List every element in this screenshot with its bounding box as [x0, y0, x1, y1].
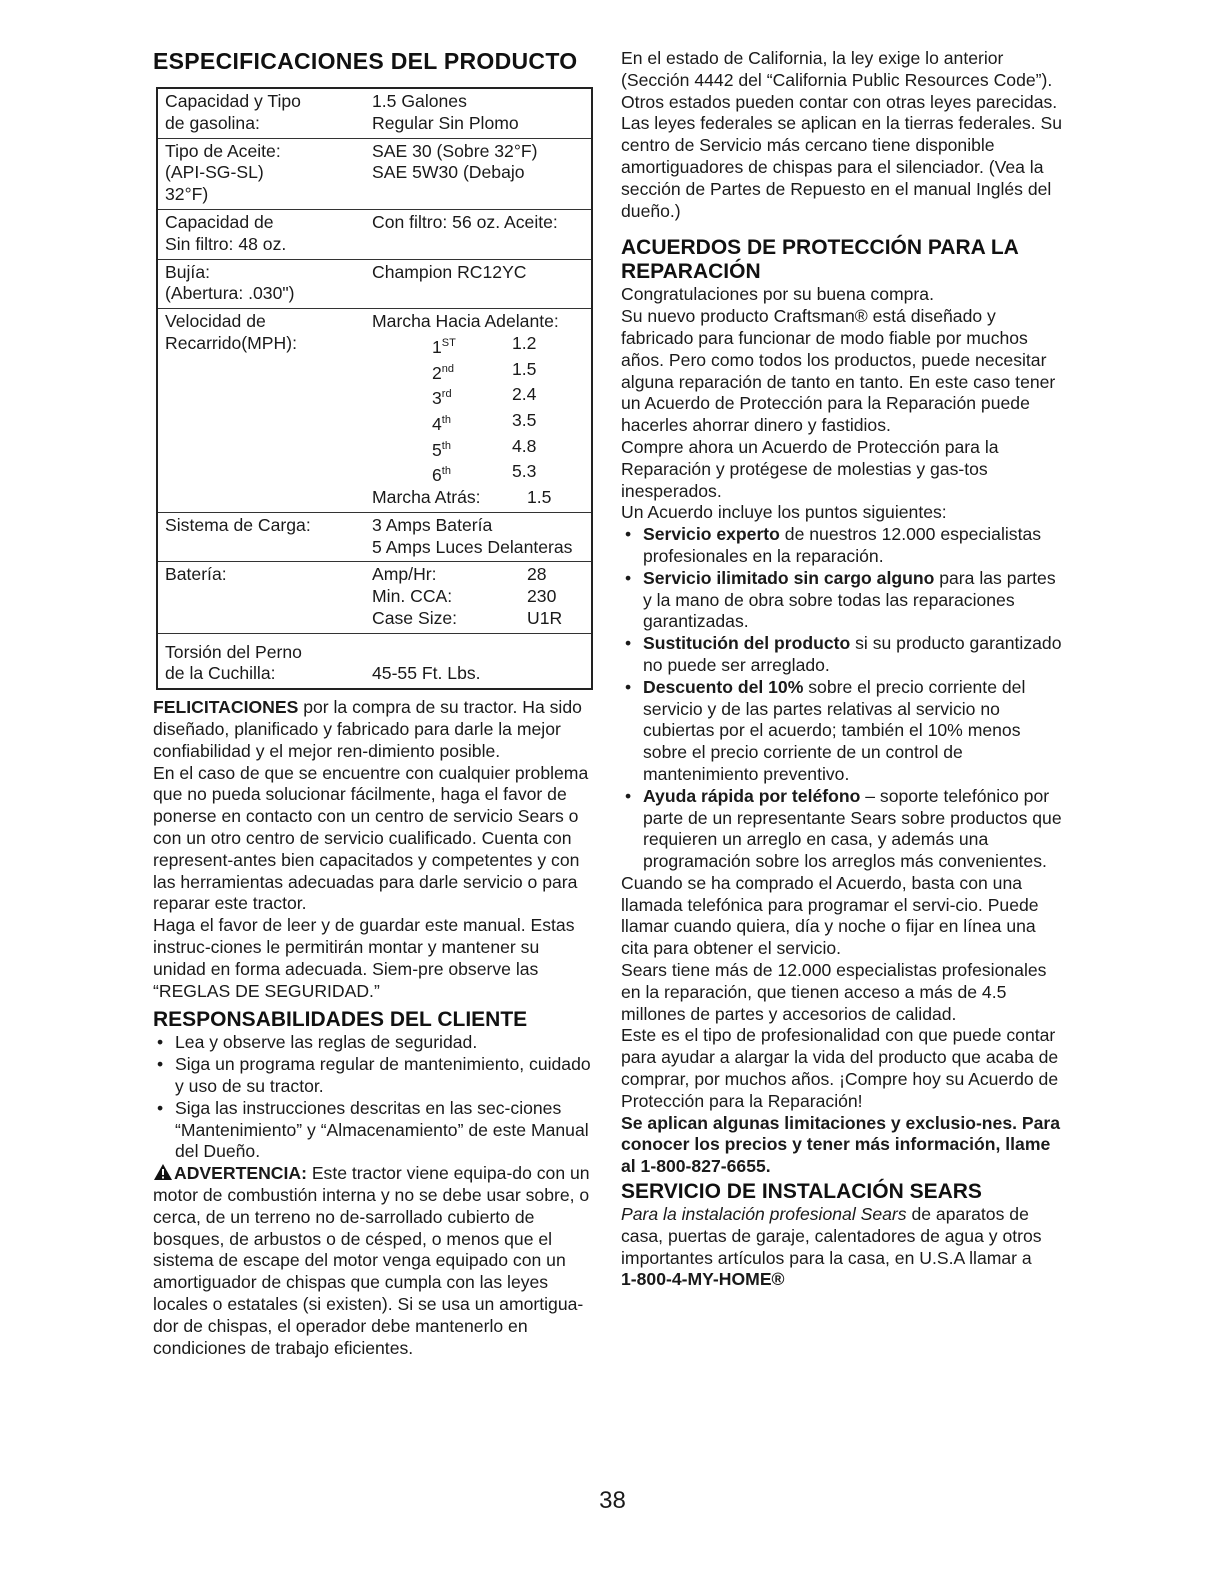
protection-p7: Este es el tipo de profesionalidad con que puede contar para ayudar a alargar la vida del producto que acaba de comprar, por muchos años. ¡Compre hoy su Acuerdo de Protección para la Reparación! [621, 1025, 1059, 1111]
spec-label: Sistema de Carga: [165, 514, 311, 535]
forward-heading: Marcha Hacia Adelante: [372, 311, 559, 332]
service-paragraph: En el caso de que se encuentre con cualquier problema que no pueda solucionar fácilmente, haga el favor de ponerse en contacto con un centro de servicio Sears o con un otro centro de servicio cualificado. Cuenta con represent-antes bien capacitados y competentes y con las herramientas adecuadas para darle servicio o para reparar este tractor. [153, 762, 589, 914]
spec-row-speed [158, 309, 591, 513]
responsibilities-title: RESPONSABILIDADES DEL CLIENTE [153, 1008, 528, 1032]
congrats-paragraph: FELICITACIONES por la compra de su tractor. Ha sido diseñado, planificado y fabricado para darle la mejor confiabilidad y el mejor ren-dimiento posible. [153, 697, 582, 761]
spec-value: SAE 30 (Sobre 32°F) SAE 5W30 (Debajo [372, 140, 538, 183]
protection-list [621, 524, 1066, 873]
gear-value: 1.2 [512, 332, 537, 353]
list-item: • Servicio experto de nuestros 12.000 especialistas profesionales en la reparación. [625, 524, 1042, 566]
installation-phone: 1-800-4-MY-HOME® [621, 1269, 785, 1290]
protection-p5: Cuando se ha comprado el Acuerdo, basta con una llamada telefónica para programar el servi-cio. Puede llamar cuando quiera, día y noche o fijar en línea una cita para obtener el servicio. [621, 872, 1039, 959]
gear-value: 3.5 [512, 409, 537, 430]
installation-title: SERVICIO DE INSTALACIÓN SEARS [621, 1180, 982, 1204]
list-item: • Ayuda rápida por teléfono – soporte telefónico por parte de un representante Sears sobre productos que requieren un arreglo en casa, y además una programación sobre los arreglos más convenientes. [625, 785, 1062, 872]
gear-row [372, 384, 591, 410]
list-item: • Siga un programa regular de mantenimiento, cuidado y uso de su tractor. [157, 1054, 591, 1097]
spec-table [156, 87, 593, 690]
list-item: • Sustitución del producto si su producto garantizado no puede ser arreglado. [625, 633, 1062, 675]
gear-value: 5.3 [512, 461, 537, 482]
responsibilities-list [153, 1032, 593, 1163]
gear-name: 3rd [432, 388, 452, 409]
spec-row-capacity [158, 210, 591, 260]
protection-p2: Su nuevo producto Craftsman® está diseñado y fabricado para funcionar de modo fiable por muchos años. Pero como todos los productos, puede necesitar alguna reparación de tanto en tanto. En este caso tener un Acuerdo de Protección para la Reparación puede hacerles ahorrar dinero y fastidios. [621, 306, 1056, 436]
right-column [621, 48, 1066, 1291]
gear-name: 6th [432, 465, 451, 486]
battery-item: Amp/Hr: 28 [372, 564, 547, 585]
gear-row [372, 333, 591, 359]
spec-value: Champion RC12YC [372, 261, 527, 282]
reverse-value: 1.5 [527, 486, 552, 507]
protection-p3: Compre ahora un Acuerdo de Protección para la Reparación y protégese de molestias y gas-tos inesperados. [621, 436, 999, 501]
left-column [153, 48, 593, 1359]
battery-item: Min. CCA: 230 [372, 586, 557, 607]
spec-row-torque [158, 634, 591, 689]
spec-value: Con filtro: 56 oz. Aceite: [372, 211, 558, 232]
spec-row-fuel [158, 89, 591, 139]
spec-value [372, 311, 591, 509]
spec-row-spark-plug [158, 260, 591, 310]
gear-name: 2nd [432, 362, 455, 383]
reverse-row [372, 487, 591, 509]
spec-label: Torsión del Perno de la Cuchilla: [165, 641, 302, 684]
spec-label: Tipo de Aceite: (API-SG-SL) 32°F) [165, 140, 281, 205]
list-item: • Lea y observe las reglas de seguridad. [157, 1032, 478, 1053]
spec-label: Batería: [165, 564, 227, 585]
gear-value: 2.4 [512, 384, 537, 405]
spec-row-charging [158, 513, 591, 563]
gear-row [372, 436, 591, 462]
installation-paragraph: Para la instalación profesional Sears de aparatos de casa, puertas de garaje, calentadores de agua y otros importantes artículos para la casa, en U.S.A llamar a [621, 1204, 1042, 1268]
list-item: • Descuento del 10% sobre el precio corriente del servicio y de las partes relativas al servicio no cubiertas por el acuerdo; también el 10% menos sobre el precio corriente de un control de mantenimiento preventivo. [625, 676, 1026, 784]
gear-value: 4.8 [512, 435, 537, 456]
spec-label: Velocidad de Recarrido(MPH): [165, 311, 297, 353]
spec-value: 1.5 Galones Regular Sin Plomo [372, 91, 519, 133]
spec-value: 3 Amps Batería 5 Amps Luces Delanteras [372, 514, 573, 557]
protection-p1: Congratulaciones por su buena compra. [621, 284, 934, 305]
gear-name: 1ST [432, 336, 456, 357]
warning-triangle-icon [153, 1163, 173, 1181]
battery-item: Case Size: U1R [372, 607, 563, 628]
spec-row-battery [158, 562, 591, 633]
california-paragraph: En el estado de California, la ley exige lo anterior (Sección 4442 del “California Public Resources Code”). Otros estados pueden contar con otras leyes parecidas. Las leyes federales se aplican en la tierras federales. Su centro de Servicio más cercano tiene disponible amortiguadores de chispas para el silenciador. (Vea la sección de Partes de Repuesto en el manual Inglés del dueño.) [621, 48, 1063, 221]
page-number: 38 [599, 1487, 626, 1514]
manual-paragraph: Haga el favor de leer y de guardar este manual. Estas instruc-ciones le permitirán montar y mantener su unidad en forma adecuada. Siem-pre observe las “REGLAS DE SEGURIDAD.” [153, 915, 575, 1001]
reverse-label: Marcha Atrás: [372, 486, 481, 507]
gear-name: 4th [432, 413, 451, 434]
spec-label: Capacidad de Sin filtro: 48 oz. [165, 211, 287, 254]
limitations-notice: Se aplican algunas limitaciones y exclusio-nes. Para conocer los precios y tener más información, llame al 1-800-827-6655. [621, 1112, 1061, 1177]
gear-row [372, 410, 591, 436]
protection-p6: Sears tiene más de 12.000 especialistas profesionales en la reparación, que tienen acceso a más de 4.5 millones de partes y accesorios de calidad. [621, 960, 1047, 1024]
gear-value: 1.5 [512, 358, 537, 379]
spec-label: Bujía: (Abertura: .030") [165, 261, 295, 304]
spec-title: ESPECIFICACIONES DEL PRODUCTO [153, 48, 578, 74]
list-item: • Servicio ilimitado sin cargo alguno para las partes y la mano de obra sobre todas las reparaciones garantizadas. [625, 567, 1056, 632]
gear-row [372, 359, 591, 385]
protection-title: ACUERDOS DE PROTECCIÓN PARA LA REPARACIÓN [621, 236, 1019, 284]
gear-row [372, 461, 591, 487]
gear-name: 5th [432, 439, 451, 460]
spec-value: 45-55 Ft. Lbs. [372, 663, 481, 684]
list-item: • Siga las instrucciones descritas en las sec-ciones “Mantenimiento” y “Almacenamiento” de este Manual del Dueño. [157, 1097, 589, 1162]
spec-row-oil [158, 139, 591, 210]
spec-value [372, 564, 591, 629]
spec-label: Capacidad y Tipo de gasolina: [165, 91, 301, 133]
protection-p4: Un Acuerdo incluye los puntos siguientes: [621, 502, 947, 523]
warning-paragraph: ADVERTENCIA: Este tractor viene equipa-do con un motor de combustión interna y no se debe usar sobre, o cerca, de un terreno no de-sarrollado cubierto de bosques, de arbustos o de césped, o menos que el sistema de escape del motor venga equipado con un amortiguador de chispas que cumpla con las leyes locales o estatales (si existen). Si se usa un amortigua-dor de chispas, el operador debe mantenerlo en condiciones de trabajo eficientes. [153, 1163, 590, 1358]
